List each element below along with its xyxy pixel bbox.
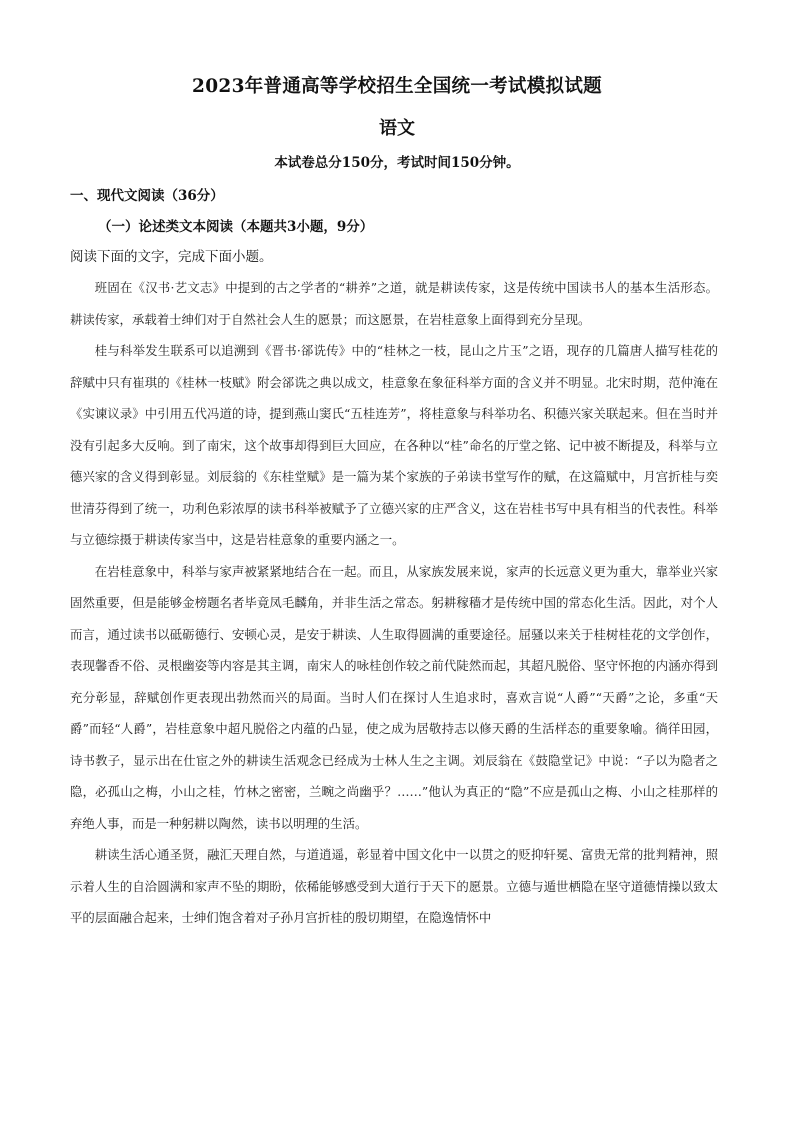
passage-paragraph: 在岩桂意象中，科举与家声被紧紧地结合在一起。而且，从家族发展来说，家声的长远意义更为重大，靠举业兴家固然重要，但是能够金榜题名者毕竟凤毛麟角，并非生活之常态。躬耕稼穑才是传统中国的常态化生活。因此，对个人而言，通过读书以砥砺德行、安顿心灵，是安于耕读、人生取得圆满的重要途径。屈骚以来关于桂树桂花的文学创作，表现馨香不俗、灵根幽姿等内容是其主调，南宋人的咏桂创作较之前代陡然而起，其超凡脱俗、坚守怀抱的内涵亦得到充分彰显，辞赋创作更表现出勃然而兴的局面。当时人们在探讨人生追求时，喜欢言说“人爵”“天爵”之论，多重“天爵”而轻“人爵”，岩桂意象中超凡脱俗之内蕴的凸显，使之成为居敬持志以修天爵的生活样态的重要象喻。徜徉田园，诗书教子，显示出在仕宦之外的耕读生活观念已经成为士林人生之主调。刘辰翁在《鼓隐堂记》中说：“子以为隐者之隐，必孤山之梅，小山之桂，竹林之密密，兰畹之尚幽乎？……”他认为真正的“隐”不应是孤山之梅、小山之桂那样的弃绝人事，而是一种躬耕以陶然，读书以明理的生活。 [70, 563, 718, 831]
passage-body [70, 272, 718, 934]
passage-paragraph: 班固在《汉书·艺文志》中提到的古之学者的“耕养”之道，就是耕读传家，这是传统中国读书人的基本生活形态。耕读传家，承载着士绅们对于自然社会人生的愿景；而这愿景，在岩桂意象上面得到充分呈现。 [70, 280, 718, 327]
reading-instruction: 阅读下面的文字，完成下面小题。 [70, 249, 273, 265]
section-heading: 一、现代文阅读（36分） [70, 188, 224, 204]
subject-heading: 语文 [379, 118, 415, 139]
exam-info: 本试卷总分150分，考试时间150分钟。 [274, 155, 520, 171]
passage-paragraph: 耕读生活心通圣贤，融汇天理自然，与道逍遥，彰显着中国文化中一以贯之的贬抑轩冕、富贵无常的批判精神，照示着人生的自洽圆满和家声不坠的期盼，依稀能够感受到大道行于天下的愿景。立德与遁世栖隐在坚守道德情操以致太平的层面融合起来，士绅们饱含着对子孙月宫折桂的殷切期望，在隐逸情怀中 [70, 847, 718, 925]
passage-paragraph: 桂与科举发生联系可以追溯到《晋书·郤诜传》中的“桂林之一枝，昆山之片玉”之语，现存的几篇唐人描写桂花的辞赋中只有崔琪的《桂林一枝赋》附会郤诜之典以成文，桂意象在象征科举方面的含义并不明显。北宋时期，范仲淹在《实谏议录》中引用五代冯道的诗，提到燕山窦氏“五桂连芳”，将桂意象与科举功名、积德兴家关联起来。但在当时并没有引起多大反响。到了南宋，这个故事却得到巨大回应，在各种以“桂”命名的厅堂之铭、记中被不断提及，科举与立德兴家的含义得到彰显。刘辰翁的《东桂堂赋》是一篇为某个家族的子弟读书堂写作的赋，在这篇赋中，月宫折桂与奕世清芬得到了统一，功利色彩浓厚的读书科举被赋予了立德兴家的庄严含义，这在岩桂书写中具有相当的代表性。科举与立德综摄于耕读传家当中，这是岩桂意象的重要内涵之一。 [70, 343, 718, 547]
exam-title: 2023年普通高等学校招生全国统一考试模拟试题 [192, 76, 602, 97]
subsection-heading: （一）论述类文本阅读（本题共3小题，9分） [98, 219, 374, 235]
